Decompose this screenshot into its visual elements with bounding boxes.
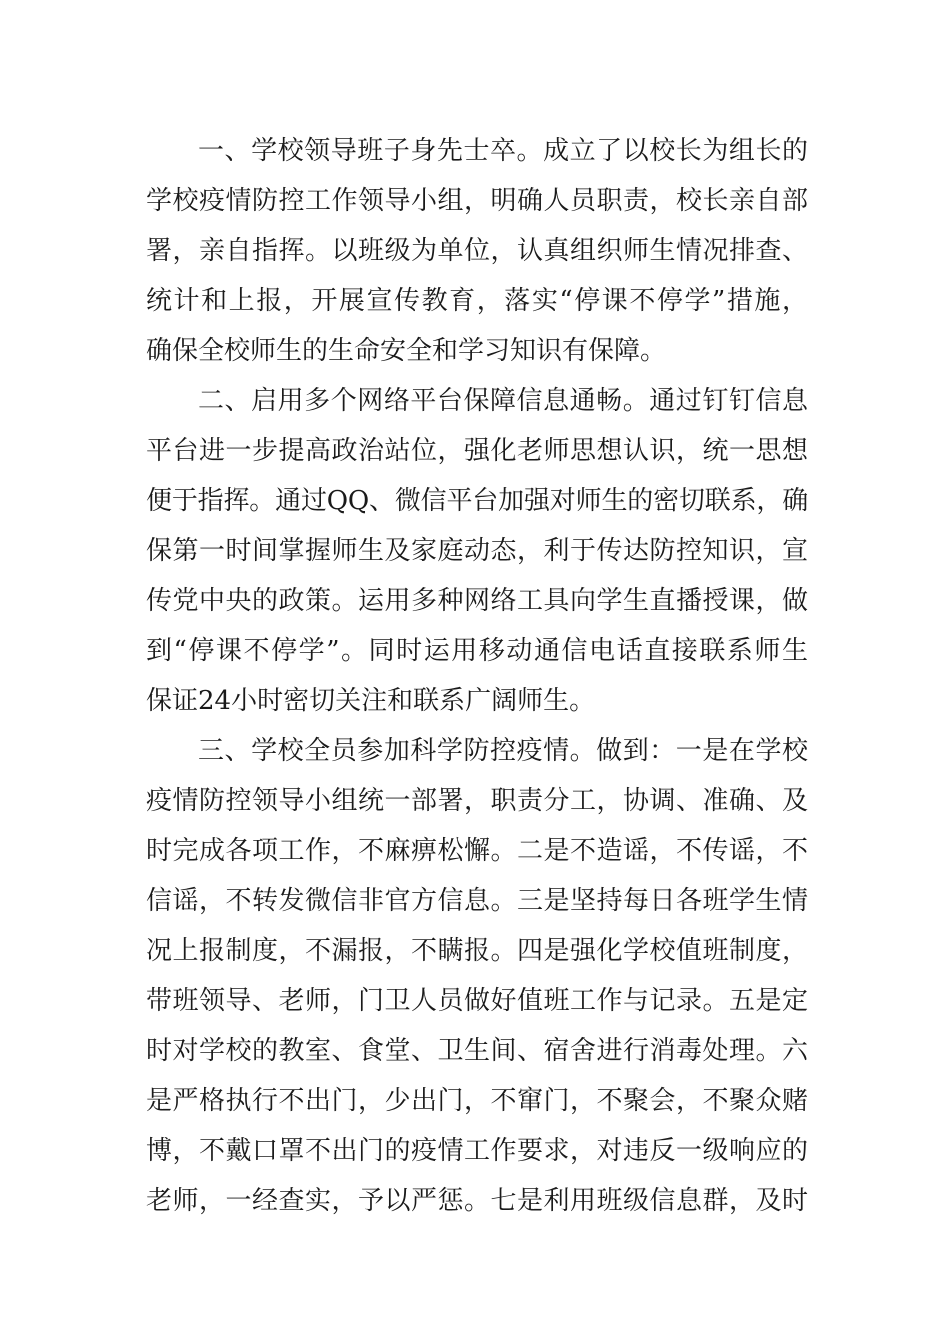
- text-line: 便于指挥。通过QQ、微信平台加强对师生的密切联系，确: [146, 486, 808, 516]
- text-line: 疫情防控领导小组统一部署，职责分工，协调、准确、及: [146, 786, 808, 816]
- text-line: 二、启用多个网络平台保障信息通畅。通过钉钉信息: [198, 386, 808, 416]
- text-line: 传党中央的政策。运用多种网络工具向学生直播授课，做: [146, 586, 808, 616]
- text-line: 时完成各项工作，不麻痹松懈。二是不造谣，不传谣，不: [146, 836, 808, 866]
- paragraph-2: [146, 376, 808, 726]
- text-line: 是严格执行不出门，少出门，不窜门，不聚会，不聚众赌: [146, 1086, 808, 1116]
- body-text: [146, 126, 808, 1226]
- text-line: 统计和上报，开展宣传教育，落实“停课不停学”措施，: [146, 286, 808, 316]
- text-line: 况上报制度，不漏报，不瞒报。四是强化学校值班制度，: [146, 936, 808, 966]
- text-line: 到“停课不停学”。同时运用移动通信电话直接联系师生: [146, 636, 808, 666]
- text-line: 一、学校领导班子身先士卒。成立了以校长为组长的: [198, 136, 808, 166]
- text-line: 学校疫情防控工作领导小组，明确人员职责，校长亲自部: [146, 186, 808, 216]
- text-line: 保证24小时密切关注和联系广阔师生。: [146, 686, 596, 716]
- text-line: 三、学校全员参加科学防控疫情。做到：一是在学校: [198, 736, 808, 766]
- text-line: 信谣，不转发微信非官方信息。三是坚持每日各班学生情: [146, 886, 808, 916]
- text-line: 平台进一步提高政治站位，强化老师思想认识，统一思想: [146, 436, 808, 466]
- paragraph-3: [146, 726, 808, 1226]
- text-line: 时对学校的教室、食堂、卫生间、宿舍进行消毒处理。六: [146, 1036, 808, 1066]
- text-line: 博，不戴口罩不出门的疫情工作要求，对违反一级响应的: [146, 1136, 808, 1166]
- paragraph-1: [146, 126, 808, 376]
- text-line: 确保全校师生的生命安全和学习知识有保障。: [146, 336, 667, 366]
- text-line: 带班领导、老师，门卫人员做好值班工作与记录。五是定: [146, 986, 808, 1016]
- text-line: 保第一时间掌握师生及家庭动态，利于传达防控知识，宣: [146, 536, 808, 566]
- text-line: 老师，一经查实，予以严惩。七是利用班级信息群，及时: [146, 1186, 808, 1216]
- text-line: 署，亲自指挥。以班级为单位，认真组织师生情况排查、: [146, 236, 808, 266]
